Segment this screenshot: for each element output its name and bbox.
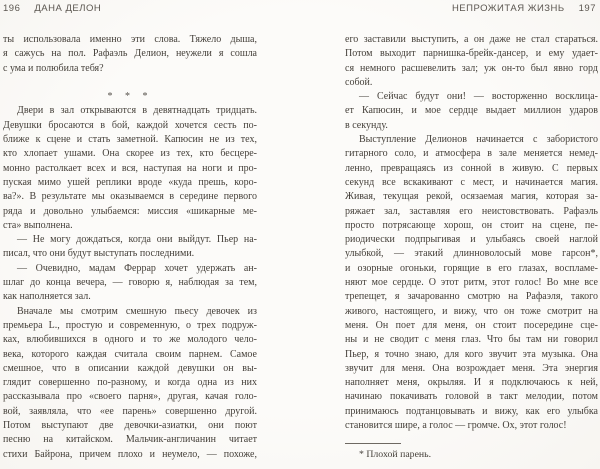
text-line: ряжает зал, заставляя его неистовствовать. Рафаэль bbox=[345, 205, 598, 217]
text-line: Выступление Делионов начинается с забористого bbox=[359, 134, 598, 146]
text-line: собой. bbox=[345, 76, 373, 88]
text-line: звучит для меня. Она возрождает меня. Эта энергия bbox=[345, 362, 598, 374]
text-line: как наполняется зал. bbox=[3, 291, 91, 303]
body-paragraph bbox=[345, 33, 598, 90]
right-running-title: НЕПРОЖИТАЯ ЖИЗНЬ bbox=[451, 3, 565, 14]
text-line: Девушки бросаются в бой, каждой хочется сесть по- bbox=[3, 119, 257, 131]
text-line: его заставили выступить, а он даже не стал стараться. bbox=[345, 34, 598, 45]
text-line: ленно, превращаясь из сонной в живую. С первых bbox=[345, 162, 598, 174]
text-line: Потом выступают две девочки-азиатки, они поют bbox=[3, 420, 257, 432]
text-line: песню на китайском. Мальчик-англичанин читает bbox=[3, 434, 257, 446]
body-paragraph bbox=[3, 33, 257, 76]
text-line: начинаю покачивать головой в такт мелодии, потом bbox=[345, 391, 598, 403]
text-line: премьера L., простую и современную, о трех подруж- bbox=[3, 319, 257, 331]
text-line: гитарного соло, и атмосфера в зале меняется немед- bbox=[345, 148, 598, 160]
text-line: просто потрясающе хорош, он стоит на сцене, пе- bbox=[345, 219, 598, 231]
right-page-number: 197 bbox=[578, 3, 596, 14]
text-line: — Очевидно, мадам Феррар хочет удержать ан- bbox=[17, 262, 257, 274]
dialogue-paragraph bbox=[3, 233, 257, 262]
text-line: ряда и довольно улыбаемся: миссия «шикарные ме- bbox=[3, 205, 257, 217]
text-line: ста» выполнена. bbox=[3, 219, 73, 231]
text-line: в секунду. bbox=[345, 119, 388, 131]
text-line: Двери в зал открываются в девятнадцать тридцать. bbox=[17, 105, 257, 117]
text-line: я сажусь на пол. Рафаэль Делион, неужели я сошла bbox=[3, 48, 257, 60]
left-running-head bbox=[3, 3, 101, 14]
text-line: и озорные огоньки, горящие в его глазах, воспламе- bbox=[345, 262, 598, 274]
text-line: меня. Он поет для меня, он стоит посередине сце- bbox=[345, 319, 598, 331]
text-line: ва?». В результате мы оказываемся в середине первого bbox=[3, 191, 257, 203]
text-line: ны и не сводит с меня глаз. Что бы там ни говорил bbox=[345, 334, 598, 346]
body-paragraph bbox=[345, 133, 598, 433]
body-paragraph bbox=[3, 305, 257, 462]
left-running-title: ДАНА ДЕЛОН bbox=[34, 3, 102, 14]
text-line: монно растолкает всех и вся, наступая на ноги и про- bbox=[3, 162, 257, 174]
section-separator: * * * bbox=[107, 91, 153, 103]
text-line: няют мое сердце. О этот ритм, этот голос! Во мне все bbox=[345, 277, 598, 289]
text-line: Вначале мы смотрим смешную пьесу девочек из bbox=[17, 305, 257, 317]
text-line: — Сейчас будут они! — восторженно восклица- bbox=[359, 91, 598, 103]
text-line: ках, влюбившихся в одного и то же молодого чело- bbox=[3, 334, 257, 346]
text-line: смешное, что в описании каждой девушки он вы- bbox=[3, 362, 257, 374]
text-line: века, которого каждая считала своим парнем. Самое bbox=[3, 348, 257, 360]
text-line: становится шире, а голос — громче. Ох, этот голос! bbox=[345, 420, 567, 432]
text-line: Живая, текущая рекой, осязаемая магия, которая за- bbox=[345, 191, 598, 203]
text-line: трепещет, я зачарованно смотрю на Рафаэля, такого bbox=[345, 291, 598, 303]
text-line: рассказывала про «своего парня», другая, качая голо- bbox=[3, 391, 257, 403]
text-line: Пьер, я точно знаю, для кого звучит эта музыка. Она bbox=[345, 348, 598, 360]
right-running-head bbox=[452, 3, 596, 14]
left-page-text-column bbox=[3, 33, 257, 462]
text-line: глядит совершенно по-разному, и когда одна из них bbox=[3, 377, 257, 389]
text-line: секунд все вскакивают с мест, и начинается магия. bbox=[345, 176, 598, 188]
text-line: принимаюсь подтанцовывать и вижу, как его улыбка bbox=[345, 405, 598, 417]
text-line: риодически подпрыгивая и улыбаясь своей наглой bbox=[345, 234, 598, 246]
text-line: вой, заявляла, что «ее парень» совершенно другой. bbox=[3, 405, 257, 417]
left-page-number: 196 bbox=[3, 3, 21, 14]
text-line: стихи Байрона, причем плохо и неумело, — похоже, bbox=[3, 448, 257, 460]
text-line: шлаг до конца вечера, — говорю я, наблюдая за тем, bbox=[3, 277, 257, 289]
footnote-rule bbox=[345, 443, 401, 444]
text-line: — Не могу дождаться, когда они выйдут. Пьер на- bbox=[17, 234, 257, 246]
text-line: ближе к сцене и стать заметной. Капюсин не из тех, bbox=[3, 134, 257, 146]
text-line: ты использовала именно эти слова. Тяжело дыша, bbox=[3, 34, 257, 45]
dialogue-paragraph bbox=[3, 262, 257, 305]
right-page-text-column bbox=[345, 33, 598, 433]
text-line: писал, что они будут выступать последними. bbox=[3, 248, 195, 260]
text-line: улыбкой, — этакий длинноволосый мове гарсон*, bbox=[345, 248, 598, 260]
footnote bbox=[345, 443, 598, 461]
text-line: с ума и полюбила тебя? bbox=[3, 62, 104, 74]
text-line: ся немного расшевелить зал; уж он-то был явно горд bbox=[345, 62, 598, 74]
text-line: ет Капюсин, и мое сердце выдает миллион ударов bbox=[345, 105, 598, 117]
text-line: Потом выходит парнишка-брейк-дансер, и ему удает- bbox=[345, 48, 598, 60]
footnote-text: * Плохой парень. bbox=[359, 449, 432, 460]
text-line: пуская мимо ушей реплики вроде «куда прешь, коро- bbox=[3, 176, 257, 188]
text-line: наполняет меня, окрыляя. И я подключаюсь к ней, bbox=[345, 377, 598, 389]
dialogue-paragraph bbox=[345, 90, 598, 133]
body-paragraph bbox=[3, 104, 257, 233]
text-line: живого, настоящего, и вижу, что он тоже смотрит на bbox=[345, 305, 598, 317]
text-line: кто хлопает ушами. Она скорее из тех, кто бесцере- bbox=[3, 148, 257, 160]
